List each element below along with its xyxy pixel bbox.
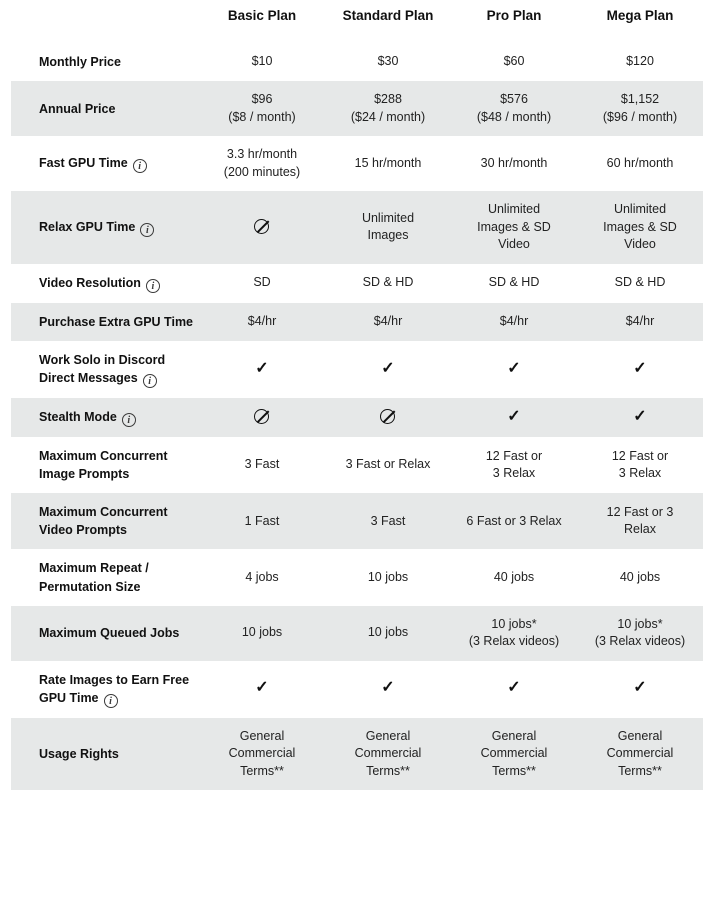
value-text: 3.3 hr/month xyxy=(226,147,298,162)
value-text: 10 jobs xyxy=(367,625,409,640)
header-row xyxy=(11,0,703,43)
plan-value-cell xyxy=(325,341,451,398)
plan-value-cell xyxy=(577,191,703,264)
value-subtext: 3 Relax xyxy=(492,466,536,480)
check-icon: ✓ xyxy=(507,679,521,697)
value-subtext: (3 Relax videos) xyxy=(468,634,560,649)
value-subtext: Images xyxy=(367,228,409,243)
feature-label: Maximum Concurrent Image Prompts xyxy=(39,448,168,481)
feature-label-cell xyxy=(11,191,199,264)
value-text: Unlimited xyxy=(487,202,541,217)
plan-value-cell xyxy=(199,606,325,661)
feature-label-cell xyxy=(11,264,199,303)
feature-label: Rate Images to Earn Free GPU Time xyxy=(39,672,190,705)
value-text: General xyxy=(239,728,285,743)
value-text: 10 jobs* xyxy=(491,616,537,631)
value-subtext: Images & SD xyxy=(603,219,677,234)
info-icon[interactable]: i xyxy=(140,223,154,237)
plan-value-cell xyxy=(451,303,577,341)
plan-value-cell xyxy=(577,264,703,303)
info-icon[interactable]: i xyxy=(146,279,160,293)
value-text: General xyxy=(365,728,411,743)
table-row xyxy=(11,303,703,341)
table-row xyxy=(11,264,703,303)
plan-header-standard: Standard Plan xyxy=(325,0,451,43)
prohibited-icon xyxy=(380,409,397,426)
plan-value-cell xyxy=(199,341,325,398)
value-subtext: Video xyxy=(624,237,656,252)
plan-header-pro: Pro Plan xyxy=(451,0,577,43)
plan-value-cell xyxy=(199,549,325,605)
table-row xyxy=(11,191,703,264)
value-subtext: ($96 / month) xyxy=(602,109,678,124)
value-text: Unlimited xyxy=(613,202,667,217)
value-text: $576 xyxy=(500,92,528,107)
plan-value-cell xyxy=(325,493,451,549)
feature-label: Purchase Extra GPU Time xyxy=(39,314,194,329)
plan-value-cell xyxy=(577,549,703,605)
check-icon: ✓ xyxy=(507,359,521,377)
value-text: 60 hr/month xyxy=(606,155,674,170)
value-subtext: Terms** xyxy=(492,763,536,778)
value-subtext: Images & SD xyxy=(477,219,551,234)
plan-value-cell xyxy=(199,718,325,791)
feature-label-cell xyxy=(11,549,199,605)
plan-value-cell xyxy=(451,493,577,549)
value-subtext: ($8 / month) xyxy=(228,109,296,124)
feature-label: Usage Rights xyxy=(39,746,119,761)
feature-label-cell xyxy=(11,718,199,791)
value-subtext: Commercial xyxy=(354,746,422,761)
feature-label: Annual Price xyxy=(39,101,116,116)
plan-value-cell xyxy=(325,81,451,136)
value-text: 10 jobs* xyxy=(617,616,663,631)
table-body xyxy=(11,43,703,790)
plan-value-cell xyxy=(199,43,325,81)
value-subtext: (200 minutes) xyxy=(223,164,301,179)
check-icon: ✓ xyxy=(633,407,647,425)
feature-label: Video Resolution xyxy=(39,275,141,290)
value-text: SD & HD xyxy=(614,275,666,290)
table-row xyxy=(11,398,703,437)
plan-value-cell xyxy=(577,43,703,81)
feature-label-cell xyxy=(11,341,199,398)
value-text: General xyxy=(617,728,663,743)
value-text: $4/hr xyxy=(373,313,403,328)
plan-value-cell xyxy=(577,136,703,191)
plan-value-cell xyxy=(451,549,577,605)
plan-value-cell xyxy=(577,493,703,549)
plan-value-cell xyxy=(577,398,703,437)
feature-label: Stealth Mode xyxy=(39,409,117,424)
value-text: 3 Fast or Relax xyxy=(345,457,431,472)
plan-value-cell xyxy=(325,718,451,791)
plan-value-cell xyxy=(577,81,703,136)
plan-value-cell xyxy=(199,81,325,136)
plan-value-cell xyxy=(325,191,451,264)
value-subtext: Commercial xyxy=(606,746,674,761)
check-icon: ✓ xyxy=(255,359,269,377)
plan-value-cell xyxy=(451,81,577,136)
table-row xyxy=(11,549,703,605)
check-icon: ✓ xyxy=(381,679,395,697)
check-icon: ✓ xyxy=(507,407,521,425)
plan-value-cell xyxy=(577,437,703,493)
value-text: 4 jobs xyxy=(245,569,279,584)
feature-label-cell xyxy=(11,303,199,341)
plan-value-cell xyxy=(325,43,451,81)
plan-header-mega: Mega Plan xyxy=(577,0,703,43)
info-icon[interactable]: i xyxy=(133,159,147,173)
feature-column-header xyxy=(11,0,199,43)
table-row xyxy=(11,136,703,191)
feature-label: Relax GPU Time xyxy=(39,219,136,234)
table-row xyxy=(11,341,703,398)
value-text: General xyxy=(491,728,537,743)
value-text: Unlimited xyxy=(361,210,415,225)
value-text: $96 xyxy=(251,92,273,107)
plan-value-cell xyxy=(451,398,577,437)
value-subtext: Terms** xyxy=(366,763,410,778)
feature-label: Work Solo in Discord Direct Messages xyxy=(39,352,166,385)
value-text: $4/hr xyxy=(247,313,277,328)
plan-value-cell xyxy=(577,661,703,718)
pricing-comparison-table xyxy=(11,0,703,790)
prohibited-icon xyxy=(254,219,271,236)
value-text: 12 Fast or 3 xyxy=(606,504,674,519)
table-row xyxy=(11,437,703,493)
plan-value-cell xyxy=(199,398,325,437)
value-text: 40 jobs xyxy=(619,569,661,584)
value-text: $120 xyxy=(626,54,654,69)
value-text: 12 Fast or xyxy=(485,448,543,463)
check-icon: ✓ xyxy=(381,359,395,377)
feature-label-cell xyxy=(11,437,199,493)
plan-value-cell xyxy=(199,191,325,264)
plan-value-cell xyxy=(199,136,325,191)
value-text: 1 Fast xyxy=(244,513,280,528)
value-text: SD & HD xyxy=(488,275,540,290)
value-text: 10 jobs xyxy=(367,569,409,584)
value-subtext: (3 Relax videos) xyxy=(594,634,686,649)
plan-value-cell xyxy=(451,661,577,718)
feature-label-cell xyxy=(11,81,199,136)
value-text: 3 Fast xyxy=(244,457,280,472)
feature-label-cell xyxy=(11,43,199,81)
plan-value-cell xyxy=(451,341,577,398)
feature-label: Monthly Price xyxy=(39,55,121,69)
value-text: $10 xyxy=(251,54,273,69)
plan-value-cell xyxy=(451,606,577,661)
plan-value-cell xyxy=(325,437,451,493)
value-text: 6 Fast or 3 Relax xyxy=(466,513,562,528)
prohibited-icon xyxy=(254,409,271,426)
value-subtext: ($48 / month) xyxy=(476,109,552,124)
check-icon: ✓ xyxy=(633,359,647,377)
feature-label: Maximum Queued Jobs xyxy=(39,626,180,641)
value-text: 3 Fast xyxy=(370,513,406,528)
value-text: SD xyxy=(253,275,271,290)
plan-value-cell xyxy=(325,303,451,341)
plan-value-cell xyxy=(199,437,325,493)
value-text: $4/hr xyxy=(625,313,655,328)
table-row xyxy=(11,43,703,81)
value-subtext: Video xyxy=(498,237,530,252)
plan-value-cell xyxy=(199,493,325,549)
table-row xyxy=(11,718,703,791)
value-subtext: 3 Relax xyxy=(618,466,662,480)
plan-value-cell xyxy=(199,303,325,341)
table-row xyxy=(11,606,703,661)
plan-value-cell xyxy=(451,718,577,791)
value-text: $30 xyxy=(377,54,399,69)
plan-value-cell xyxy=(325,661,451,718)
feature-label-cell xyxy=(11,493,199,549)
plan-value-cell xyxy=(325,398,451,437)
value-text: $288 xyxy=(374,92,402,107)
info-icon[interactable]: i xyxy=(143,374,157,388)
feature-label: Maximum Concurrent Video Prompts xyxy=(39,505,168,538)
value-subtext: Terms** xyxy=(618,763,662,778)
feature-label-cell xyxy=(11,661,199,718)
plan-value-cell xyxy=(199,264,325,303)
plan-value-cell xyxy=(451,43,577,81)
plan-value-cell xyxy=(451,136,577,191)
value-text: 30 hr/month xyxy=(480,155,548,170)
value-text: SD & HD xyxy=(362,275,414,290)
check-icon: ✓ xyxy=(633,679,647,697)
plan-value-cell xyxy=(577,606,703,661)
value-text: $4/hr xyxy=(499,313,529,328)
plan-value-cell xyxy=(577,718,703,791)
plan-header-basic: Basic Plan xyxy=(199,0,325,43)
plan-value-cell xyxy=(451,437,577,493)
value-subtext: Commercial xyxy=(228,746,296,761)
value-text: 15 hr/month xyxy=(354,155,422,170)
table-header xyxy=(11,0,703,43)
check-icon: ✓ xyxy=(255,679,269,697)
feature-label: Maximum Repeat / Permutation Size xyxy=(39,561,149,594)
feature-label: Fast GPU Time xyxy=(39,156,128,171)
table-row xyxy=(11,493,703,549)
value-text: 10 jobs xyxy=(241,625,283,640)
value-text: $60 xyxy=(503,54,525,69)
plan-value-cell xyxy=(451,191,577,264)
table-row xyxy=(11,81,703,136)
table-row xyxy=(11,661,703,718)
feature-label-cell xyxy=(11,398,199,437)
plan-value-cell xyxy=(325,549,451,605)
value-text: 12 Fast or xyxy=(611,448,669,463)
plan-value-cell xyxy=(325,264,451,303)
plan-value-cell xyxy=(577,303,703,341)
info-icon[interactable]: i xyxy=(104,694,118,708)
feature-label-cell xyxy=(11,136,199,191)
plan-value-cell xyxy=(325,606,451,661)
value-subtext: ($24 / month) xyxy=(350,109,426,124)
value-text: 40 jobs xyxy=(493,569,535,584)
plan-value-cell xyxy=(577,341,703,398)
feature-label-cell xyxy=(11,606,199,661)
info-icon[interactable]: i xyxy=(122,413,136,427)
plan-value-cell xyxy=(199,661,325,718)
value-subtext: Relax xyxy=(624,522,656,537)
plan-value-cell xyxy=(451,264,577,303)
plan-value-cell xyxy=(325,136,451,191)
value-subtext: Commercial xyxy=(480,746,548,761)
value-text: $1,152 xyxy=(620,92,660,107)
value-subtext: Terms** xyxy=(240,763,284,778)
